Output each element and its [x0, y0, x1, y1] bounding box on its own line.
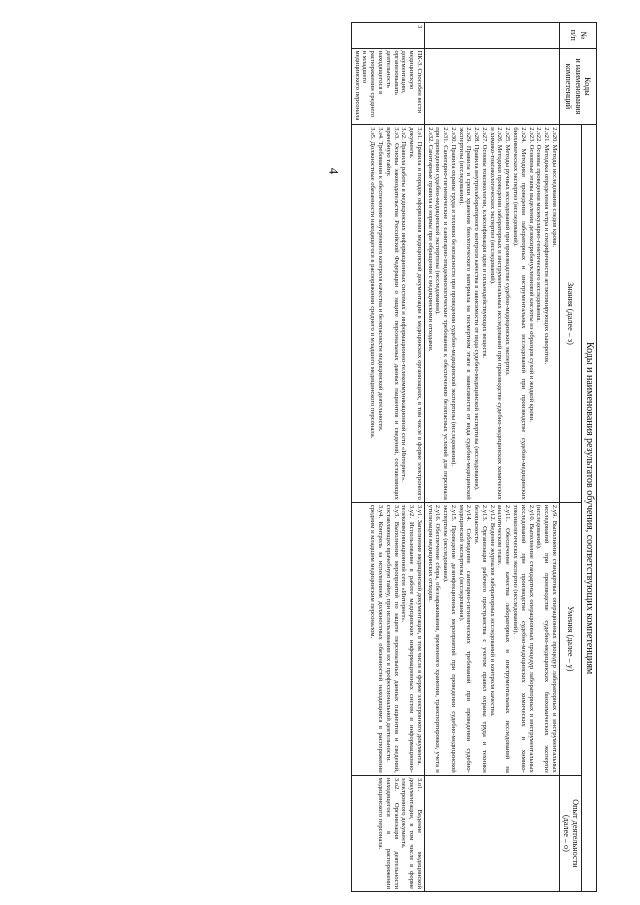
competency-table	[351, 22, 597, 892]
rotated-page	[172, 22, 597, 892]
list-item: 3.о2. Организация деятельности находящегося в распоряжении медицинского персонала.	[377, 777, 400, 889]
list-item: 2.з31. Санитарно-гигиенические и санитарно-эпидемиологические требования к обеспечению безопасных условий для персонала при проведении судебно-медицинской экспертизы (исследования).	[434, 127, 450, 500]
list-item: 2.у11. Обеспечение качества лабораторных и инструментальных исследований на аналитическом этапе.	[496, 504, 512, 773]
header-code: Коды и наименования компетенций	[559, 48, 596, 125]
experience-cell	[351, 775, 424, 891]
header-experience: Опыт деятельности (далее – о)	[559, 775, 581, 891]
header-knowledge: Знания (далее – з)	[559, 125, 581, 503]
list-item: 2.у16. Обеспечение сбора, обеззараживания, временного хранения, транспортировки, учета и утилизации медицинских отходов.	[426, 504, 442, 773]
list-item: 2.з26. Методики проведения лабораторных и инструментальных исследований при производстве судебно-медицинских химических и химико-токсикологических экспертиз (исследований).	[488, 127, 504, 500]
row-number: 3	[351, 23, 424, 49]
header-group-title: Коды и наименования результатов обучения, соответствующих компетенциям	[582, 125, 597, 892]
knowledge-cell	[424, 125, 559, 503]
list-item: 2.з24. Методики проведения лабораторных и инструментальных исследований при производстве судебно-медицинских биохимических экспертиз (исследований).	[512, 127, 527, 500]
table-row	[351, 23, 424, 892]
list-item: 3.у3. Выполнение мероприятий по защите персональных данных пациентов и сведений, составляющих врачебную тайну, при использовании их в профессиональной деятельности.	[384, 504, 400, 773]
competency-code	[424, 48, 559, 125]
skills-cell	[424, 502, 559, 775]
page-number: 4	[326, 167, 342, 175]
row-number	[424, 23, 559, 49]
list-item: 3.о1. Ведение медицинской документации, в том числе в форме электронного документа.	[400, 777, 423, 889]
list-item: 2.з25. Методы ручных исследований при производстве судебно-медицинских экспертиз.	[504, 127, 512, 376]
list-item: 3.у4. Контроль за исполнением должностных обязанностей находящимся в распоряжении средним и младшим медицинским персоналом.	[369, 504, 385, 773]
list-item: 3.з5. Должностные обязанности находящегося в распоряжении среднего и младшего медицинского персонала.	[369, 127, 377, 439]
list-item: 2.з23. Основные этапы выделения дезоксирибонуклеиновой кислоты из образцов сухой и жидкой крови.	[527, 127, 535, 422]
list-item: 2.у10. Выполнение стандартных операционных процедур лабораторных и инструментальных исследований при производстве судебно-медицинских химических и химико-токсикологических экспертиз (исследований).	[512, 504, 535, 773]
table-body	[351, 23, 559, 892]
knowledge-cell	[351, 125, 424, 503]
list-item: 2.з20. Методы исследования следов крови.	[550, 127, 558, 248]
list-item: 2.у15. Проведение дезинфекционных мероприятий при проведении судебно-медицинской экспертизы (исследования).	[442, 504, 457, 773]
list-item: 2.з30. Правила охраны труда и техники безопасности при проведении судебно-медицинской экспертизы (исследования).	[449, 127, 457, 467]
header-num: № п/п	[559, 23, 596, 49]
list-item: 2.у14. Соблюдение санитарно-гигиенических требований при проведении судебно-медицинской экспертизы (исследования).	[457, 504, 473, 773]
list-item: 3.з2. Правила работы в медицинских информационных системах и информационно-телекоммуникационной сети «Интернет».	[400, 127, 408, 482]
list-item: 2.з27. Основы токсикологии, классификация ядов и сильнодействующих веществ.	[480, 127, 488, 359]
list-item: 2.з29. Правила и сроки хранения биологического материала на посмертном этапе в зависимости от вида судебно-медицинской экспертизы (исследования).	[457, 127, 473, 500]
list-item: 3.з1. Правила и порядок оформления медицинской документации в медицинских организациях, в том числе в форме электронного документа.	[408, 127, 423, 500]
list-item: 3.у2. Использование в работе медицинских информационных систем и информационно-телекоммуникационной сети «Интернет».	[400, 504, 416, 773]
list-item: 3.у1. Заполнение медицинской документации, в том числе в форме электронного документа.	[415, 504, 423, 766]
list-item: 3.з3. Основы законодательства Российской Федерации о защите персональных данных пациентов и сведений, составляющих врачебную тайну.	[384, 127, 400, 500]
competency-code: ПК-3. Способен вести медицинскую документацию, организовывать деятельность находящегося в распоряжении среднего и младшего медицинского персонала	[351, 48, 424, 125]
list-item: 2.у9. Выполнение стандартных операционных процедур лабораторных и инструментальных исследований при производстве судебно-медицинских биохимических экспертиз (исследований).	[535, 504, 558, 773]
experience-cell	[424, 775, 559, 891]
list-item: 3.з4. Требования к обеспечению внутреннего контроля качества и безопасности медицинской деятельности.	[377, 127, 385, 432]
list-item: 2.з28. Правила внутрилабораторного контроля качества в зависимости от вида судебно-медицинской экспертизы (исследования).	[473, 127, 481, 491]
list-item: 2.з22. Основы проведения молекулярно-генетического исследования.	[535, 127, 543, 323]
skills-cell	[351, 502, 424, 775]
table-row	[424, 23, 559, 892]
header-skills: Умения (далее – у)	[559, 502, 581, 775]
list-item: 2.з32. Санитарные правила и нормы при обращении с медицинскими отходами.	[426, 127, 434, 352]
list-item: 2.з21. Методика определения тетра и специфичности агглютинирующих сывороток.	[543, 127, 551, 365]
list-item: 2.у13. Организация рабочего пространства с учетом правил охраны труда и техники безопасности.	[473, 504, 488, 773]
list-item: 2.у12. Ведение журналов лабораторных исследований и контроля качества.	[488, 504, 496, 717]
